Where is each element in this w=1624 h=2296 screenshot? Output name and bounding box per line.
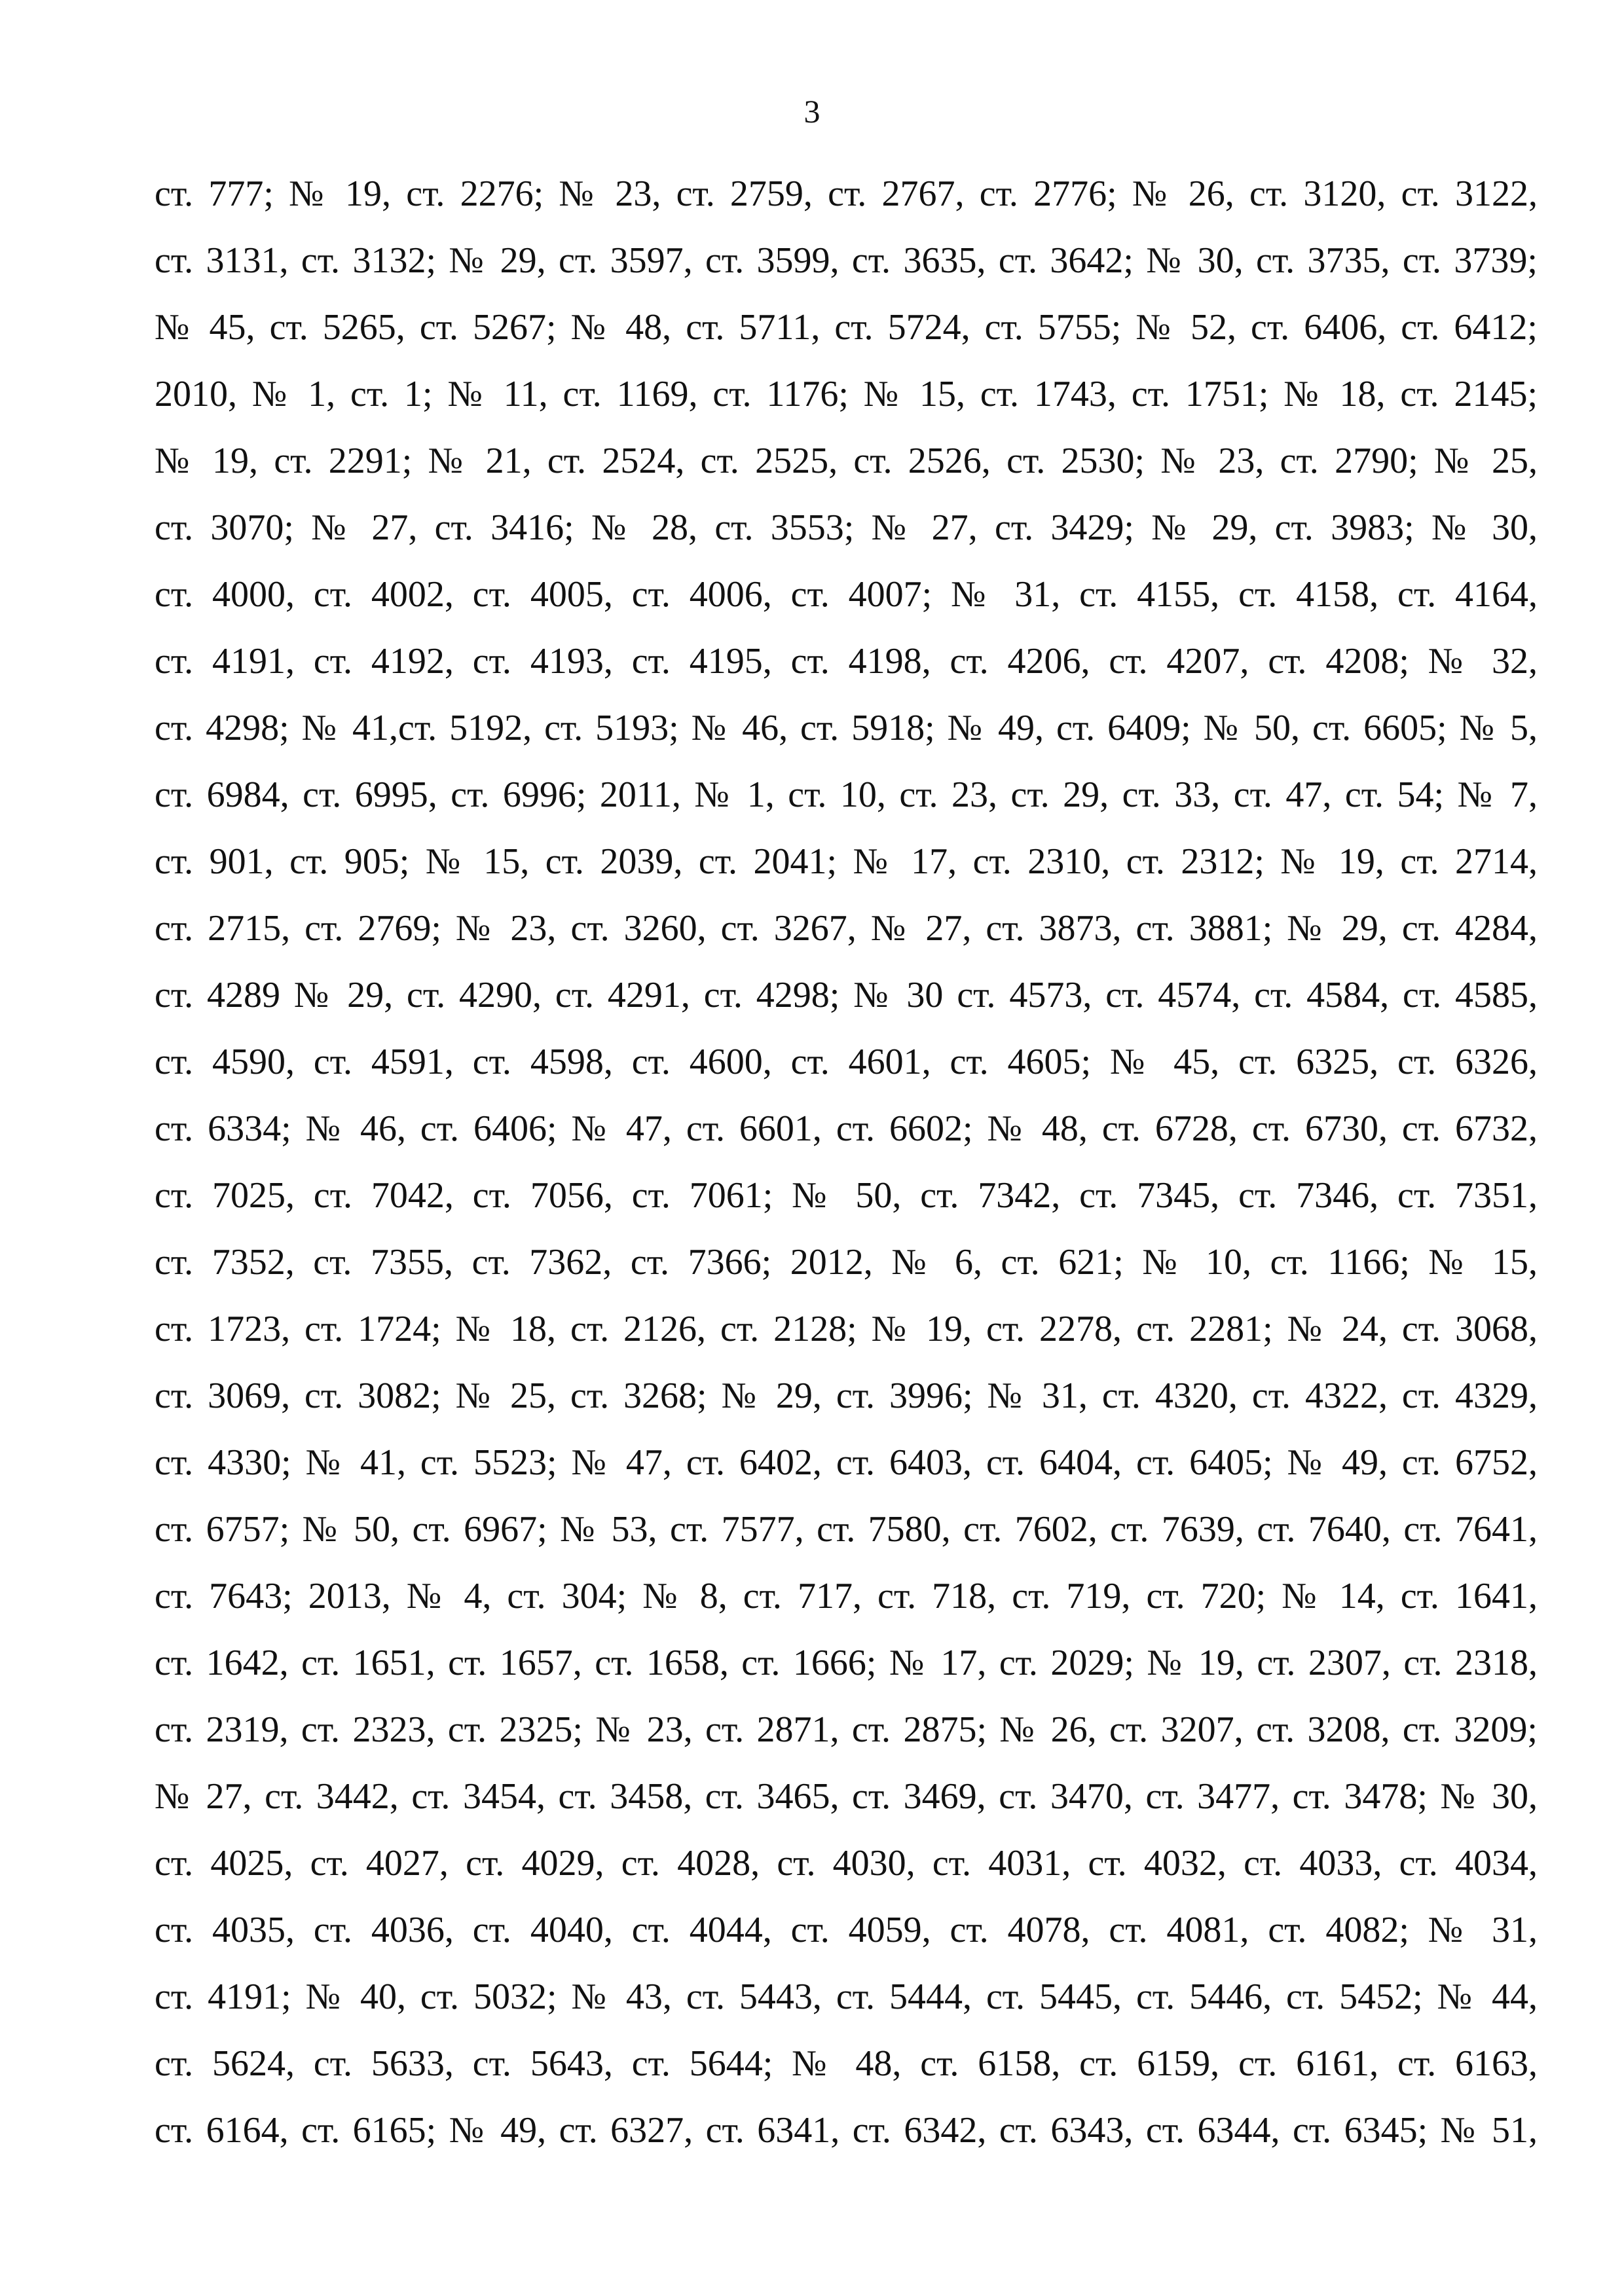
text-line: ст. 5624, ст. 5633, ст. 5643, ст. 5644; № 48, ст. 6158, ст. 6159, ст. 6161, ст. 6163, [155, 2043, 1538, 2084]
text-line: ст. 4590, ст. 4591, ст. 4598, ст. 4600, ст. 4601, ст. 4605; № 45, ст. 6325, ст. 6326, [155, 1042, 1538, 1082]
text-line: 2010, № 1, ст. 1; № 11, ст. 1169, ст. 1176; № 15, ст. 1743, ст. 1751; № 18, ст. 2145; [155, 374, 1538, 414]
text-line: № 19, ст. 2291; № 21, ст. 2524, ст. 2525, ст. 2526, ст. 2530; № 23, ст. 2790; № 25, [155, 441, 1538, 481]
text-line: ст. 777; № 19, ст. 2276; № 23, ст. 2759, ст. 2767, ст. 2776; № 26, ст. 3120, ст. 3122, [155, 173, 1538, 214]
text-line: ст. 4191, ст. 4192, ст. 4193, ст. 4195, ст. 4198, ст. 4206, ст. 4207, ст. 4208; № 32, [155, 641, 1538, 682]
text-line: ст. 6757; № 50, ст. 6967; № 53, ст. 7577, ст. 7580, ст. 7602, ст. 7639, ст. 7640, ст. 7641, [155, 1509, 1538, 1550]
text-line: ст. 6164, ст. 6165; № 49, ст. 6327, ст. 6341, ст. 6342, ст. 6343, ст. 6344, ст. 6345; № 51, [155, 2110, 1538, 2151]
text-line: ст. 6334; № 46, ст. 6406; № 47, ст. 6601, ст. 6602; № 48, ст. 6728, ст. 6730, ст. 6732, [155, 1108, 1538, 1149]
text-line: № 27, ст. 3442, ст. 3454, ст. 3458, ст. 3465, ст. 3469, ст. 3470, ст. 3477, ст. 3478; № 30, [155, 1776, 1538, 1817]
text-line: ст. 4000, ст. 4002, ст. 4005, ст. 4006, ст. 4007; № 31, ст. 4155, ст. 4158, ст. 4164, [155, 574, 1538, 615]
text-line: ст. 7025, ст. 7042, ст. 7056, ст. 7061; № 50, ст. 7342, ст. 7345, ст. 7346, ст. 7351, [155, 1175, 1538, 1216]
text-line: ст. 2715, ст. 2769; № 23, ст. 3260, ст. 3267, № 27, ст. 3873, ст. 3881; № 29, ст. 4284, [155, 908, 1538, 949]
text-line: ст. 3069, ст. 3082; № 25, ст. 3268; № 29, ст. 3996; № 31, ст. 4320, ст. 4322, ст. 4329, [155, 1376, 1538, 1416]
text-line: ст. 4191; № 40, ст. 5032; № 43, ст. 5443, ст. 5444, ст. 5445, ст. 5446, ст. 5452; № 44, [155, 1977, 1538, 2017]
body-text [155, 160, 1538, 2164]
text-line: ст. 6984, ст. 6995, ст. 6996; 2011, № 1, ст. 10, ст. 23, ст. 29, ст. 33, ст. 47, ст. 54; № 7, [155, 774, 1538, 815]
text-line: ст. 901, ст. 905; № 15, ст. 2039, ст. 2041; № 17, ст. 2310, ст. 2312; № 19, ст. 2714, [155, 841, 1538, 882]
text-line: ст. 1723, ст. 1724; № 18, ст. 2126, ст. 2128; № 19, ст. 2278, ст. 2281; № 24, ст. 3068, [155, 1309, 1538, 1349]
text-line: ст. 3070; № 27, ст. 3416; № 28, ст. 3553; № 27, ст. 3429; № 29, ст. 3983; № 30, [155, 507, 1538, 548]
text-line: ст. 3131, ст. 3132; № 29, ст. 3597, ст. 3599, ст. 3635, ст. 3642; № 30, ст. 3735, ст. 3739; [155, 240, 1538, 281]
page-number: 3 [803, 93, 821, 130]
text-line: ст. 4025, ст. 4027, ст. 4029, ст. 4028, ст. 4030, ст. 4031, ст. 4032, ст. 4033, ст. 4034, [155, 1843, 1538, 1884]
text-line: ст. 7352, ст. 7355, ст. 7362, ст. 7366; 2012, № 6, ст. 621; № 10, ст. 1166; № 15, [155, 1242, 1538, 1283]
text-line: ст. 4298; № 41,ст. 5192, ст. 5193; № 46, ст. 5918; № 49, ст. 6409; № 50, ст. 6605; № 5, [155, 708, 1538, 748]
text-line: ст. 2319, ст. 2323, ст. 2325; № 23, ст. 2871, ст. 2875; № 26, ст. 3207, ст. 3208, ст. 3209; [155, 1709, 1538, 1750]
text-line: ст. 1642, ст. 1651, ст. 1657, ст. 1658, ст. 1666; № 17, ст. 2029; № 19, ст. 2307, ст. 2318, [155, 1643, 1538, 1683]
text-line: ст. 7643; 2013, № 4, ст. 304; № 8, ст. 717, ст. 718, ст. 719, ст. 720; № 14, ст. 1641, [155, 1576, 1538, 1616]
text-line: ст. 4330; № 41, ст. 5523; № 47, ст. 6402, ст. 6403, ст. 6404, ст. 6405; № 49, ст. 6752, [155, 1442, 1538, 1483]
text-line: ст. 4289 № 29, ст. 4290, ст. 4291, ст. 4298; № 30 ст. 4573, ст. 4574, ст. 4584, ст. 4585, [155, 975, 1538, 1015]
text-line: № 45, ст. 5265, ст. 5267; № 48, ст. 5711, ст. 5724, ст. 5755; № 52, ст. 6406, ст. 6412; [155, 307, 1538, 348]
text-line: ст. 4035, ст. 4036, ст. 4040, ст. 4044, ст. 4059, ст. 4078, ст. 4081, ст. 4082; № 31, [155, 1910, 1538, 1950]
